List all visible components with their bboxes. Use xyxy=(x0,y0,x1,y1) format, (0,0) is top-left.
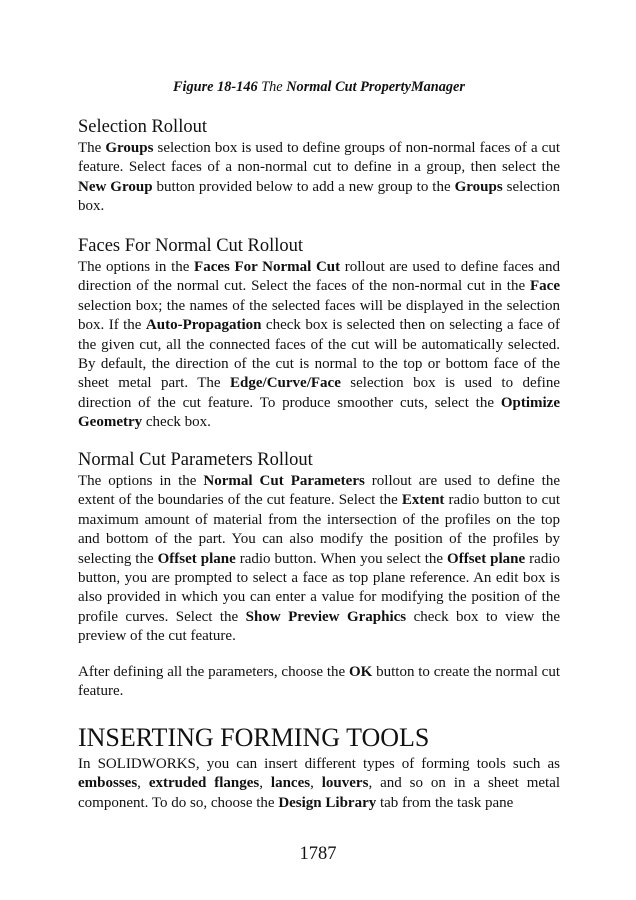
forming-tools-paragraph: In SOLIDWORKS, you can insert different types of forming tools such as embosses, extruded flanges, lances, louvers, and so on in a sheet metal component. To do so, choose the Design Library tab from the task pane xyxy=(78,756,561,811)
page-number: 1787 xyxy=(299,844,337,864)
parameters-rollout-heading: Normal Cut Parameters Rollout xyxy=(78,450,313,470)
selection-rollout-section xyxy=(78,116,560,217)
figure-title: Normal Cut PropertyManager xyxy=(286,79,465,95)
selection-rollout-heading: Selection Rollout xyxy=(78,117,207,137)
figure-caption xyxy=(78,78,560,96)
figure-label: Figure 18-146 xyxy=(173,79,258,95)
figure-the: The xyxy=(261,79,283,95)
forming-tools-section xyxy=(78,723,560,813)
selection-rollout-paragraph: The Groups selection box is used to define groups of non-normal faces of a cut feature. Select faces of a non-normal cut to define in a group, then select the New Group button provided below to add a new group to the Groups selection box. xyxy=(78,140,560,215)
faces-rollout-paragraph: The options in the Faces For Normal Cut rollout are used to define faces and direction of the normal cut. Select the faces of the non-normal cut in the Face selection box; the names of the selected faces will be displayed in the selection box. If the Auto-Propagation check box is selected then on selecting a face of the given cut, all the connected faces of the cut will be automatically selected. By default, the direction of the cut is normal to the top or bottom face of the sheet metal part. The Edge/Curve/Face selection box is used to define direction of the cut feature. To produce smoother cuts, select the Optimize Geometry check box. xyxy=(78,259,560,431)
after-paragraph: After defining all the parameters, choose the OK button to create the normal cut feature. xyxy=(78,664,561,700)
faces-rollout-heading: Faces For Normal Cut Rollout xyxy=(78,236,304,256)
forming-tools-heading: INSERTING FORMING TOOLS xyxy=(78,723,430,752)
parameters-rollout-paragraph: The options in the Normal Cut Parameters rollout are used to define the extent of the boundaries of the cut feature. Select the Extent radio button to cut maximum amount of material from the intersection of the profiles on the top and bottom of the part. You can also modify the position of the profiles by selecting the Offset plane radio button. When you select the Offset plane radio button, you are prompted to select a face as top plane reference. An edit box is also provided in which you can enter a value for modifying the position of the profile curves. Select the Show Preview Graphics check box to view the preview of the cut feature. xyxy=(78,473,561,645)
parameters-rollout-section xyxy=(78,449,560,647)
after-paragraph-section xyxy=(78,663,560,702)
faces-rollout-section xyxy=(78,235,560,433)
